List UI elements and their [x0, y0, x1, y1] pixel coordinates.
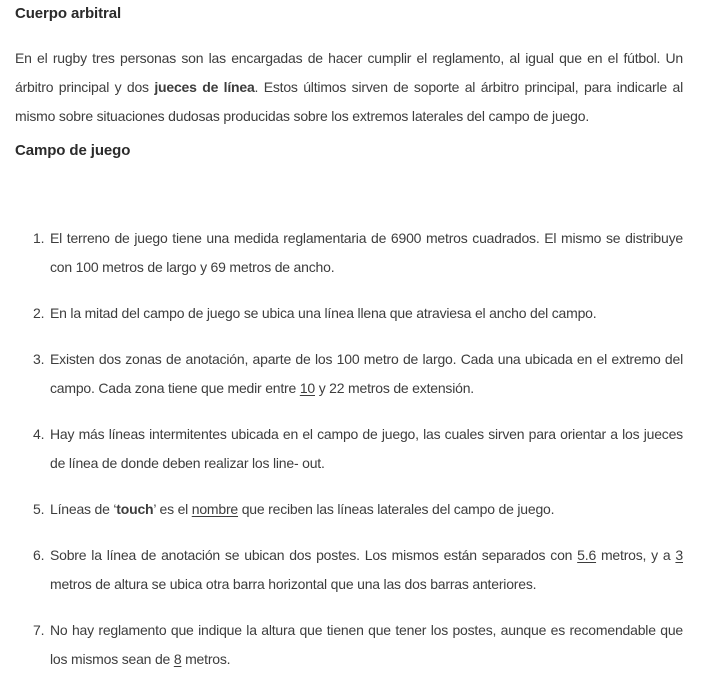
list-item: 3. Existen dos zonas de anotación, aparte de los 100 metro de largo. Cada una ubicada en el extremo del campo. Cada zona tiene que medir entre 10 y 22 metros de extensión.: [48, 345, 683, 403]
section-heading-cuerpo-arbitral: Cuerpo arbitral: [15, 5, 122, 22]
list-item: 1. El terreno de juego tiene una medida reglamentaria de 6900 metros cuadrados. El mismo se distribuye con 100 metros de largo y 69 metros de ancho.: [48, 224, 683, 282]
list-item: 5. Líneas de ‘touch’ es el nombre que reciben las líneas laterales del campo de juego.: [48, 495, 683, 524]
list-item: 7. No hay reglamento que indique la altura que tienen que tener los postes, aunque es recomendable que los mismos sean de 8 metros.: [48, 616, 683, 674]
list-item: 4. Hay más líneas intermitentes ubicada en el campo de juego, las cuales sirven para orientar a los jueces de línea de donde deben realizar los line- out.: [48, 420, 683, 478]
intro-paragraph: En el rugby tres personas son las encargadas de hacer cumplir el reglamento, al igual que en el fútbol. Un árbitro principal y dos jueces de línea. Estos últimos sirven de soporte al árbitro principal, para indicarle al mismo sobre situaciones dudosas producidas sobre los extremos laterales del campo de juego.: [15, 50, 684, 124]
rules-list: [15, 224, 683, 674]
section-heading-campo-de-juego: Campo de juego: [15, 142, 131, 159]
list-item: 6. Sobre la línea de anotación se ubican dos postes. Los mismos están separados con 5.6 metros, y a 3 metros de altura se ubica otra barra horizontal que una las dos barras anteriores.: [48, 541, 683, 599]
list-item: 2. En la mitad del campo de juego se ubica una línea llena que atraviesa el ancho del campo.: [48, 299, 683, 328]
